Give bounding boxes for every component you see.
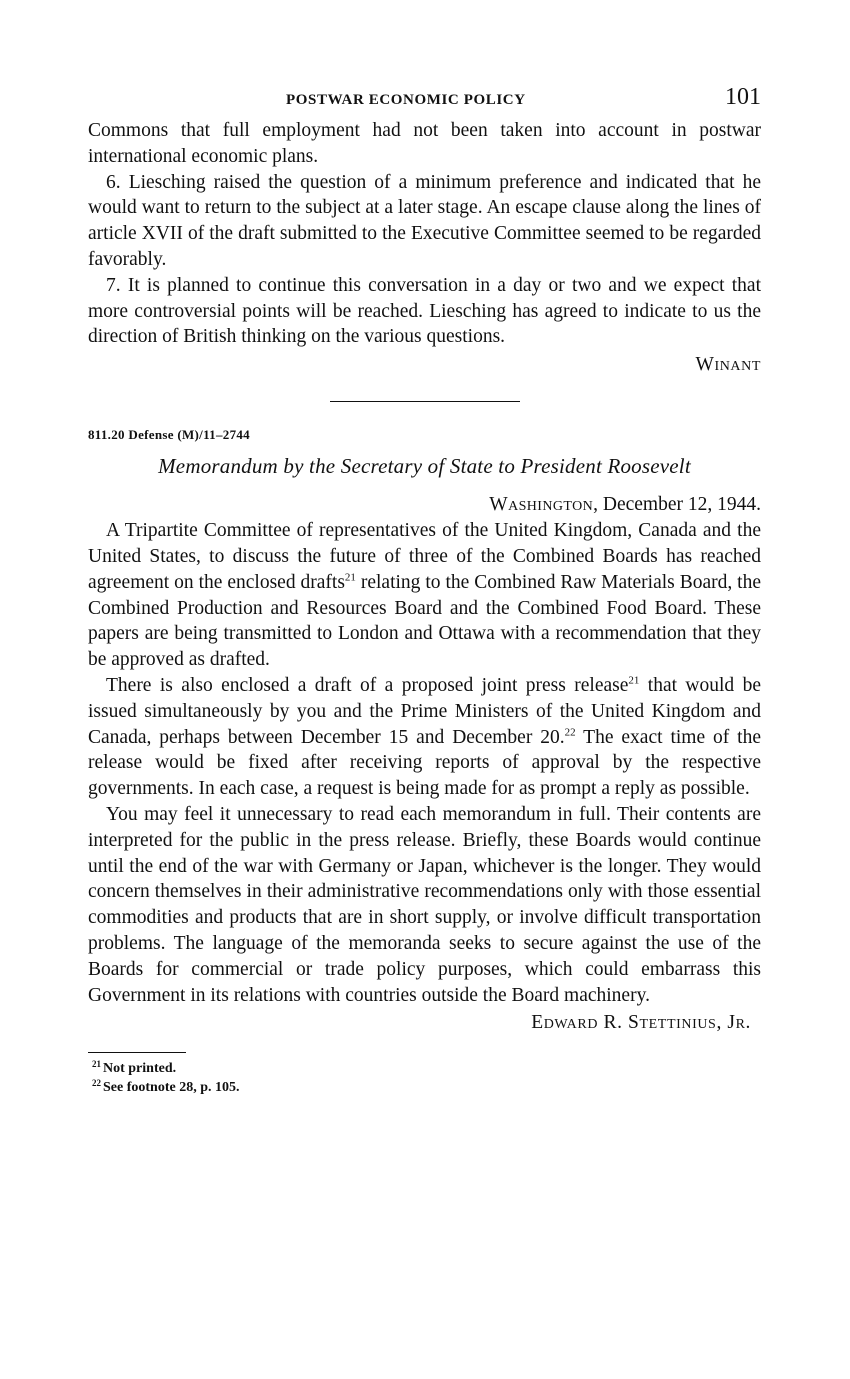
running-head — [88, 84, 761, 118]
memo-paragraph-1-text-a: A Tripartite Committee of representatives of the United Kingdom, Canada and the United States, to discuss the future of three of the Combined Boards has reached agreement on the enclosed drafts — [88, 520, 761, 593]
file-reference: 811.20 Defense (M)/11–2744 — [88, 427, 250, 443]
footnote-ref-21b: 21 — [628, 674, 640, 687]
memo-paragraph-3: You may feel it unnecessary to read each memorandum in full. Their contents are interpreted for the public in the press release. Briefly, these Boards would continue until the end of the war with Germany or Japan, whichever is the longer. They would concern themselves in their administrative recommendations only with those essential commodities and products that are in short supply, or involve difficult transportation problems. The language of the memoranda seeks to secure against the use of the Boards for commercial or trade policy purposes, which could embarrass this Government in its relations with countries outside the Board machinery. — [88, 803, 761, 1006]
dateline — [88, 492, 761, 518]
footnote-item — [88, 1078, 761, 1097]
dateline-date: , December 12, 1944. — [593, 494, 761, 516]
footnote-number: 21 — [92, 1058, 101, 1069]
telegram-paragraph-6: 6. Liesching raised the question of a minimum preference and indicated that he would want to return to the subject at a later stage. An escape clause along the lines of article XVII of the draft submitted to the Executive Committee seemed to be regarded favorably. — [88, 171, 761, 270]
memo-paragraph-1-text-b: relating to the Combined Raw Materials Board, the Combined Production and Resources Board and the Combined Food Board. These papers are being transmitted to London and Ottawa with a recommendation that they be approved as drafted. — [88, 571, 761, 671]
footnote-item — [88, 1059, 761, 1078]
memo-paragraph-2-text-b: that would be issued simultaneously by you and the Prime Ministers of the United Kingdom and Canada, perhaps between December 15 and December 20. — [88, 674, 761, 748]
document-page — [88, 84, 761, 1097]
footnotes — [88, 1059, 761, 1097]
page-number: 101 — [725, 84, 761, 110]
dateline-place: Washington — [489, 494, 594, 516]
memo-paragraph-2 — [88, 673, 761, 802]
memo-paragraph-2-text-a: There is also enclosed a draft of a proposed joint press release — [106, 674, 629, 696]
memo-signature: Edward R. Stettinius, Jr. — [531, 1012, 751, 1034]
footnote-text: Not printed. — [103, 1061, 177, 1077]
telegram-paragraph-continued: Commons that full employment had not been taken into account in postwar international economic plans. — [88, 120, 761, 167]
footnote-ref-22: 22 — [564, 726, 576, 739]
memo-paragraph-1 — [88, 518, 761, 673]
telegram-signature: Winant — [695, 354, 761, 376]
section-divider — [330, 401, 520, 402]
telegram-paragraph-7: 7. It is planned to continue this conversation in a day or two and we expect that more controversial points will be reached. Liesching has agreed to indicate to us the direction of British thinking on the various questions. — [88, 274, 761, 348]
footnote-rule — [88, 1052, 186, 1053]
running-title: POSTWAR ECONOMIC POLICY — [286, 92, 526, 108]
document-title: Memorandum by the Secretary of State to President Roosevelt — [158, 454, 691, 479]
footnote-text: See footnote 28, p. 105. — [103, 1080, 240, 1096]
footnote-number: 22 — [92, 1077, 101, 1088]
footnote-ref-21: 21 — [344, 571, 356, 584]
memo-paragraph-2-text-c: The exact time of the release would be fixed after receiving reports of approval by the respective governments. In each case, a request is being made for as prompt a reply as possible. — [88, 726, 761, 800]
